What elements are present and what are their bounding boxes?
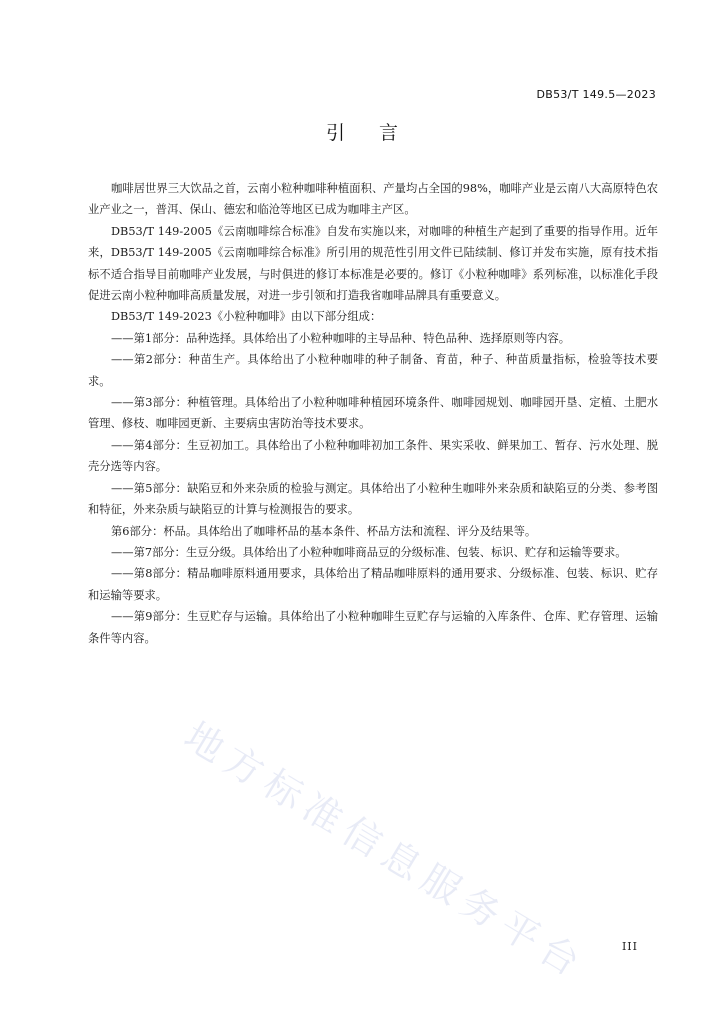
list-item-part-2: ——第2部分：种苗生产。具体给出了小粒种咖啡的种子制备、育苗，种子、种苗质量指标，检验等技术要求。 <box>88 353 658 388</box>
list-item-part-3: ——第3部分：种植管理。具体给出了小粒种咖啡种植园环境条件、咖啡园规划、咖啡园开垦、定植、土肥水管理、修枝、咖啡园更新、主要病虫害防治等技术要求。 <box>88 396 658 431</box>
paragraph-history: DB53/T 149-2005《云南咖啡综合标准》自发布实施以来，对咖啡的种植生产起到了重要的指导作用。近年来，DB53/T 149-2005《云南咖啡综合标准》所引用的规范性引用文件已陆续制、修订并发布实施，原有技术指标不适合指导目前咖啡产业发展，与时俱进的修订本标准是必要的。修订《小粒种咖啡》系列标准，以标准化手段促进云南小粒种咖啡高质量发展，对进一步引领和打造我省咖啡品牌具有重要意义。 <box>88 224 658 303</box>
document-body <box>88 178 658 649</box>
list-item-part-9: ——第9部分：生豆贮存与运输。具体给出了小粒种咖啡生豆贮存与运输的入库条件、仓库、贮存管理、运输条件等内容。 <box>88 610 658 645</box>
list-item-part-5: ——第5部分：缺陷豆和外来杂质的检验与测定。具体给出了小粒种生咖啡外来杂质和缺陷豆的分类、参考图和特征，外来杂质与缺陷豆的计算与检测报告的要求。 <box>88 481 658 517</box>
paragraph-intro: 咖啡居世界三大饮品之首，云南小粒种咖啡种植面积、产量均占全国的98%，咖啡产业是云南八大高原特色农业产业之一，普洱、保山、德宏和临沧等地区已成为咖啡主产区。 <box>88 182 658 217</box>
watermark: 地方标准信息服务平台 <box>176 713 594 989</box>
list-item-part-4: ——第4部分：生豆初加工。具体给出了小粒种咖啡初加工条件、果实采收、鲜果加工、暂存、污水处理、脱壳分选等内容。 <box>88 438 658 474</box>
list-item-part-6: 第6部分：杯品。具体给出了咖啡杯品的基本条件、杯品方法和流程、评分及结果等。 <box>111 524 537 538</box>
list-item-part-7: ——第7部分：生豆分级。具体给出了小粒种咖啡商品豆的分级标准、包装、标识、贮存和运输等要求。 <box>111 545 627 559</box>
page-title: 引言 <box>325 122 432 144</box>
list-item-part-8: ——第8部分：精品咖啡原料通用要求，具体给出了精品咖啡原料的通用要求、分级标准、包装、标识、贮存和运输等要求。 <box>88 567 658 602</box>
standard-code: DB53/T 149.5—2023 <box>536 88 656 101</box>
paragraph-composition: DB53/T 149-2023《小粒种咖啡》由以下部分组成： <box>111 310 382 324</box>
page-number: III <box>621 940 638 953</box>
list-item-part-1: ——第1部分：品种选择。具体给出了小粒种咖啡的主导品种、特色品种、选择原则等内容。 <box>111 331 571 345</box>
